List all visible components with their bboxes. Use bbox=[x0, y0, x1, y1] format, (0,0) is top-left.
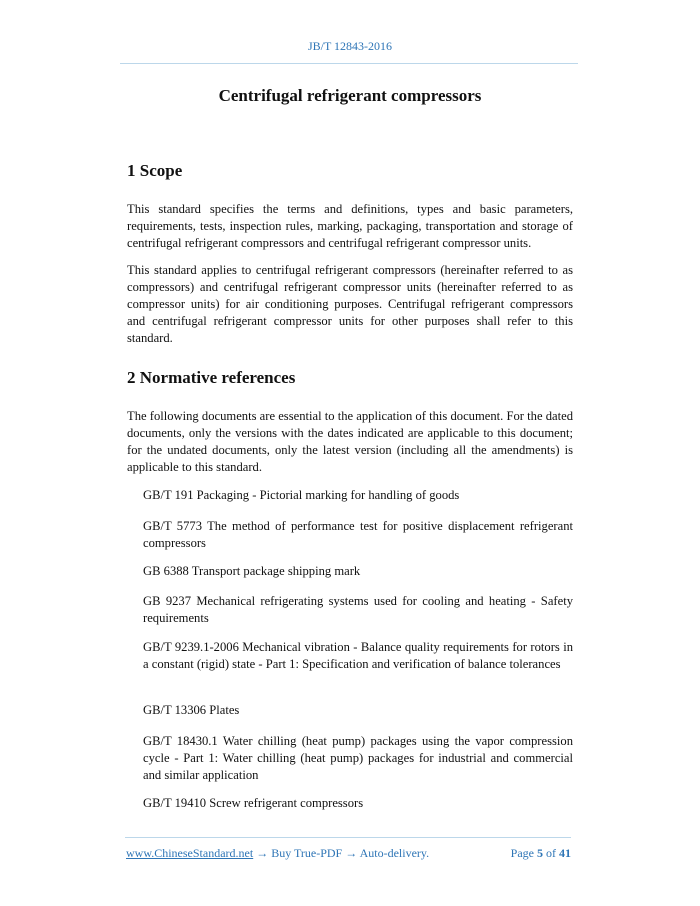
of-label: of bbox=[546, 846, 556, 860]
arrow-right-icon: → bbox=[345, 846, 358, 860]
reference-item: GB 9237 Mechanical refrigerating systems used for cooling and heating - Safety requirements bbox=[143, 594, 573, 625]
chinesestandard-link[interactable]: www.ChineseStandard.net bbox=[126, 846, 254, 860]
section-heading-normative-references: 2 Normative references bbox=[127, 368, 296, 387]
header-rule bbox=[120, 63, 578, 64]
total-pages: 41 bbox=[559, 846, 571, 860]
footer-links bbox=[126, 846, 429, 861]
reference-item: GB/T 13306 Plates bbox=[143, 703, 240, 717]
reference-item: GB 6388 Transport package shipping mark bbox=[143, 564, 361, 578]
reference-item: GB/T 5773 The method of performance test for positive displacement refrigerant compressors bbox=[143, 519, 573, 550]
page-label: Page bbox=[510, 846, 534, 860]
footer-rule bbox=[125, 837, 571, 838]
normative-intro-paragraph: The following documents are essential to the application of this document. For the dated documents, only the versions with the dates indicated are applicable to this document; for the undated documents, only the latest version (including all the amendments) is applicable to this standard. bbox=[127, 409, 573, 474]
scope-paragraph-2: This standard applies to centrifugal refrigerant compressors (hereinafter referred to as compressors) and centrifugal refrigerant compressor units (hereinafter referred to as compressor units) for air conditioning purposes. Centrifugal refrigerant compressors and centrifugal refrigerant compressor units for other purposes shall refer to this standard. bbox=[127, 263, 573, 345]
arrow-right-icon: → bbox=[256, 846, 269, 860]
reference-item: GB/T 191 Packaging - Pictorial marking for handling of goods bbox=[143, 488, 460, 502]
buy-pdf-text: Buy True-PDF bbox=[271, 846, 343, 860]
scope-paragraph-1: This standard specifies the terms and definitions, types and basic parameters, requirements, tests, inspection rules, marking, packaging, transportation and storage of centrifugal refrigerant compressors and centrifugal refrigerant compressor units. bbox=[127, 202, 573, 250]
auto-delivery-text: Auto-delivery. bbox=[359, 846, 430, 860]
doc-code-header: JB/T 12843-2016 bbox=[307, 39, 393, 53]
reference-item: GB/T 18430.1 Water chilling (heat pump) packages using the vapor compression cycle - Part 1: Water chilling (heat pump) packages for industrial and commercial and similar application bbox=[143, 734, 573, 782]
reference-item: GB/T 9239.1-2006 Mechanical vibration - Balance quality requirements for rotors in a constant (rigid) state - Part 1: Specification and verification of balance tolerances bbox=[143, 640, 573, 671]
reference-item: GB/T 19410 Screw refrigerant compressors bbox=[143, 796, 364, 810]
current-page: 5 bbox=[537, 846, 543, 860]
section-heading-scope: 1 Scope bbox=[127, 161, 183, 180]
page-title: Centrifugal refrigerant compressors bbox=[218, 86, 482, 105]
page-number bbox=[511, 846, 571, 861]
